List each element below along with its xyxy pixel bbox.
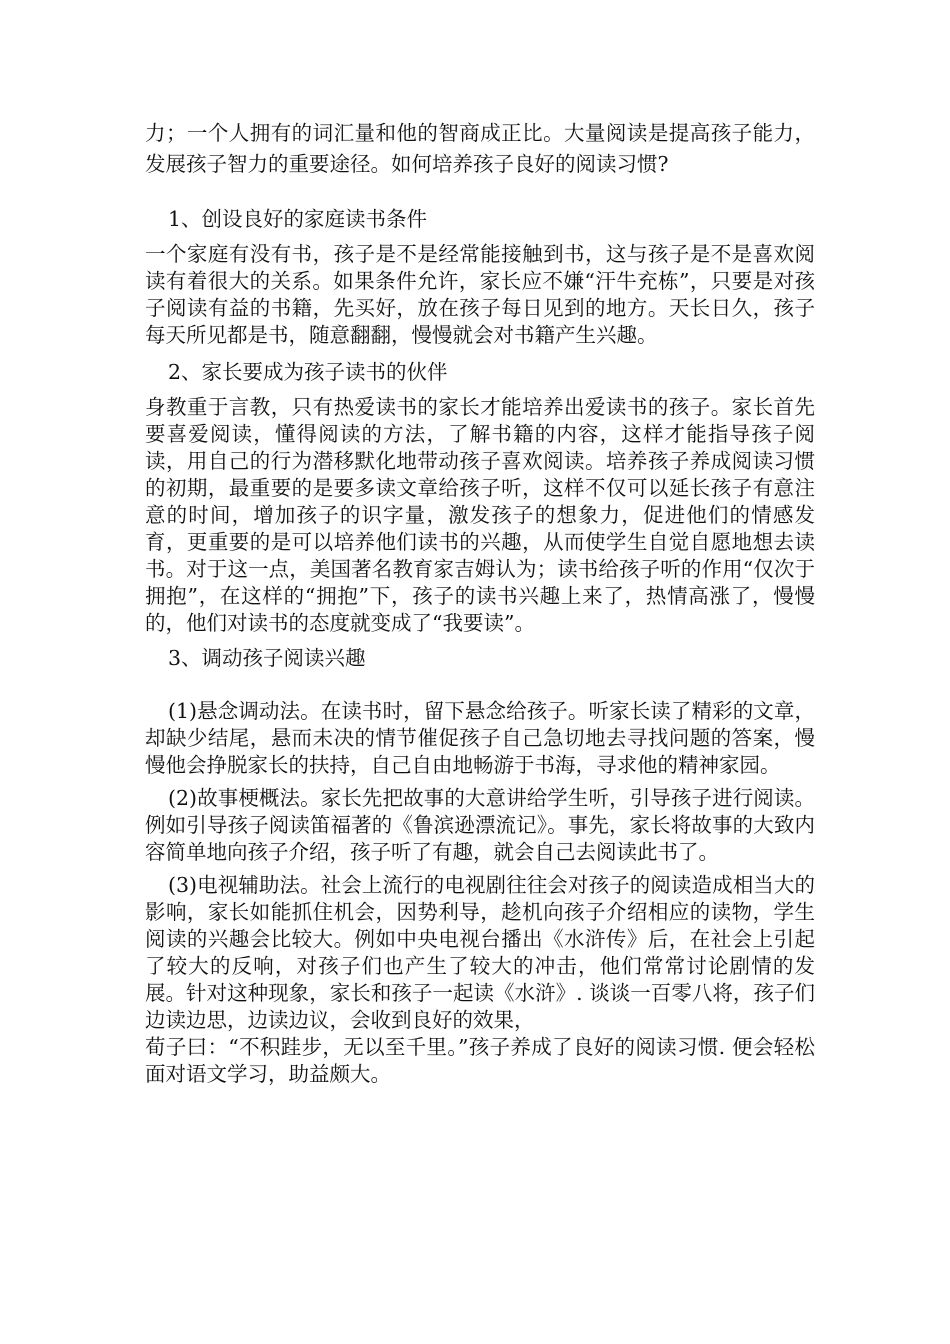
document-page [145,118,815,1088]
section-3-heading: 3、调动孩子阅读兴趣 [168,646,366,670]
intro-paragraph: 力；一个人拥有的词汇量和他的智商成正比。大量阅读是提高孩子能力，发展孩子智力的重要途径。如何培养孩子良好的阅读习惯? [145,121,815,176]
quote-paragraph: 荀子曰：“不积跬步，无以至千里。”孩子养成了良好的阅读习惯. 便会轻松面对语文学习，助益颇大。 [145,1035,815,1086]
section-2-heading: 2、家长要成为孩子读书的伙伴 [168,360,448,384]
method-2-paragraph: (2)故事梗概法。家长先把故事的大意讲给学生听，引导孩子进行阅读。例如引导孩子阅读笛福著的《鲁滨逊漂流记》。事先，家长将故事的大致内容简单地向孩子介绍，孩子听了有趣，就会自己去阅读此书了。 [145,786,815,864]
method-3-paragraph: (3)电视辅助法。社会上流行的电视剧往往会对孩子的阅读造成相当大的影响，家长如能抓住机会，因势利导，趁机向孩子介绍相应的读物，学生阅读的兴趣会比较大。例如中央电视台播出《水浒传》后，在社会上引起了较大的反响，对孩子们也产生了较大的冲击，他们常常讨论剧情的发展。针对这种现象，家长和孩子一起读《水浒》. 谈谈一百零八将，孩子们边读边思，边读边议，会收到良好的效果， [145,873,815,1032]
method-1-paragraph: (1)悬念调动法。在读书时，留下悬念给孩子。听家长读了精彩的文章，却缺少结尾，悬而未决的情节催促孩子自己急切地去寻找问题的答案，慢慢他会挣脱家长的扶持，自己自由地畅游于书海，寻求他的精神家园。 [145,699,815,777]
section-1-heading: 1、创设良好的家庭读书条件 [168,207,428,231]
section-2-body: 身教重于言教，只有热爱读书的家长才能培养出爱读书的孩子。家长首先要喜爱阅读，懂得阅读的方法，了解书籍的内容，这样才能指导孩子阅读，用自己的行为潜移默化地带动孩子喜欢阅读。培养孩子养成阅读习惯的初期，最重要的是要多读文章给孩子听，这样不仅可以延长孩子有意注意的时间，增加孩子的识字量，激发孩子的想象力，促进他们的情感发育，更重要的是可以培养他们读书的兴趣，从而使学生自觉自愿地想去读书。对于这一点，美国著名教育家吉姆认为；读书给孩子听的作用“仅次于拥抱”，在这样的“拥抱”下，孩子的读书兴趣上来了，热情高涨了，慢慢的，他们对读书的态度就变成了“我要读”。 [145,395,815,635]
section-1-body: 一个家庭有没有书，孩子是不是经常能接触到书，这与孩子是不是喜欢阅读有着很大的关系。如果条件允许，家长应不嫌“汗牛充栋”，只要是对孩子阅读有益的书籍，先买好，放在孩子每日见到的地方。天长日久，孩子每天所见都是书，随意翻翻，慢慢就会对书籍产生兴趣。 [145,242,815,347]
